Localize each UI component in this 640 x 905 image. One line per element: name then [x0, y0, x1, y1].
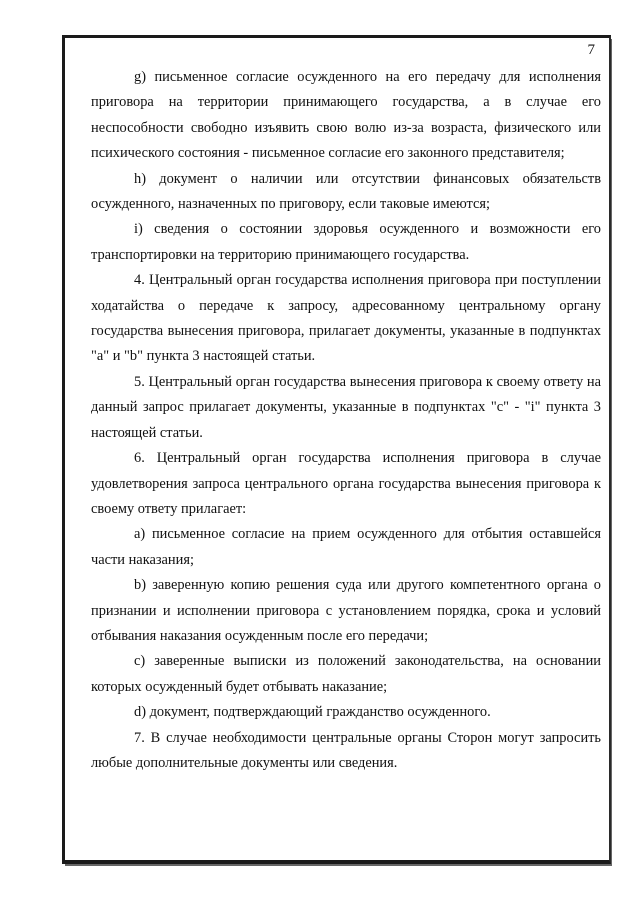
- paragraph-6a: а) письменное согласие на прием осужденного для отбытия оставшейся части наказания;: [91, 526, 601, 568]
- paragraph-5: 5. Центральный орган государства вынесения приговора к своему ответу на данный запрос прилагает документы, указанные в подпунктах "c" - "i" пункта 3 настоящей статьи.: [91, 373, 601, 441]
- document-body: [91, 65, 601, 776]
- page-frame: [62, 35, 611, 864]
- paragraph-7: 7. В случае необходимости центральные органы Сторон могут запросить любые дополнительные документы или сведения.: [91, 729, 601, 771]
- paragraph-g: g) письменное согласие осужденного на его передачу для исполнения приговора на территории принимающего государства, а в случае его неспособности свободно изъявить свою волю из-за возраста, физического или психического состояния - письменное согласие его законного представителя;: [91, 69, 601, 162]
- paragraph-h: h) документ о наличии или отсутствии финансовых обязательств осужденного, назначенных по приговору, если таковые имеются;: [91, 170, 601, 213]
- paragraph-6c: c) заверенные выписки из положений законодательства, на основании которых осужденный будет отбывать наказание;: [91, 653, 601, 695]
- paragraph-6b: b) заверенную копию решения суда или другого компетентного органа о признании и исполнении приговора с установлением порядка, срока и условий отбывания наказания осужденным после его передачи;: [91, 577, 601, 644]
- page-number: 7: [587, 42, 595, 58]
- paragraph-i: i) сведения о состоянии здоровья осужденного и возможности его транспортировки на территорию принимающего государства.: [91, 221, 601, 263]
- paragraph-6: 6. Центральный орган государства исполнения приговора в случае удовлетворения запроса центрального органа государства вынесения приговора к своему ответу прилагает:: [91, 450, 601, 517]
- paragraph-4: 4. Центральный орган государства исполнения приговора при поступлении ходатайства о передаче к запросу, адресованному центральному органу государства вынесения приговора, прилагает документы, указанные в подпунктах "а" и "b" пункта 3 настоящей статьи.: [91, 272, 601, 365]
- paragraph-6d: d) документ, подтверждающий гражданство осужденного.: [134, 704, 491, 721]
